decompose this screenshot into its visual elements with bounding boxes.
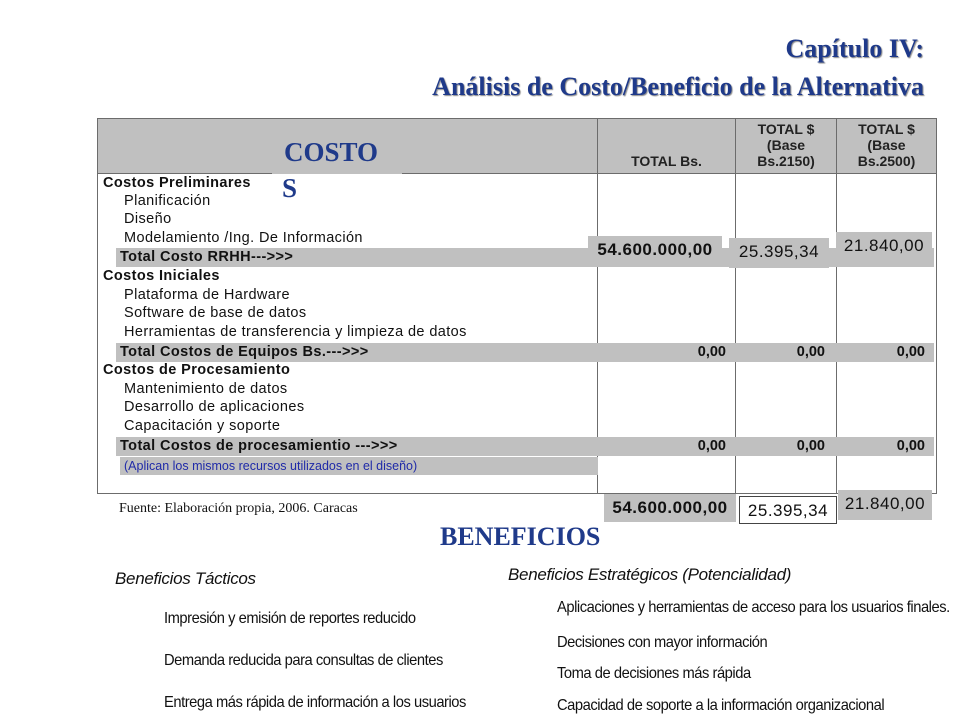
cost-table xyxy=(97,118,937,494)
list-item: Decisiones con mayor información xyxy=(557,634,768,651)
rrhh-total-usd-2500: 21.840,00 xyxy=(836,232,932,264)
rrhh-total-usd-2150: 25.395,34 xyxy=(729,238,829,268)
strategic-benefits-title: Beneficios Estratégicos (Potencialidad) xyxy=(508,565,792,584)
list-item: Software de base de datos xyxy=(124,305,307,321)
rrhh-total-bs: 54.600.000,00 xyxy=(588,236,722,266)
tactical-benefits-title: Beneficios Tácticos xyxy=(115,569,256,588)
total-label: Total Costos de Equipos Bs.--->>> xyxy=(120,344,369,360)
total-value: 0,00 xyxy=(896,438,925,454)
total-row-procesamiento xyxy=(116,437,934,456)
col-header-total-usd-2500: TOTAL $ (Base Bs.2500) xyxy=(857,121,916,169)
costs-label xyxy=(272,126,402,203)
list-item: Toma de decisiones más rápida xyxy=(557,665,751,682)
list-item: Planificación xyxy=(124,193,211,209)
section-title: Costos de Procesamiento xyxy=(103,362,291,378)
list-item: Plataforma de Hardware xyxy=(124,287,290,303)
list-item: Aplicaciones y herramientas de acceso para los usuarios finales. xyxy=(557,599,950,616)
total-value: 0,00 xyxy=(796,344,825,360)
costs-label-line1: COSTO xyxy=(284,137,379,167)
grand-total-usd-2150: 25.395,34 xyxy=(739,496,837,524)
costs-label-line2: S xyxy=(282,173,298,203)
total-label: Total Costos de procesamientio --->>> xyxy=(120,438,398,454)
list-item: Modelamiento /Ing. De Información xyxy=(124,230,363,246)
total-label: Total Costo RRHH--->>> xyxy=(120,249,294,265)
list-item: Entrega más rápida de información a los usuarios xyxy=(164,694,466,711)
list-item: Capacitación y soporte xyxy=(124,418,281,434)
list-item: Desarrollo de aplicaciones xyxy=(124,399,305,415)
chapter-title: Capítulo IV: xyxy=(785,34,924,63)
benefits-heading: BENEFICIOS xyxy=(440,522,601,551)
table-note: (Aplican los mismos recursos utilizados en el diseño) xyxy=(120,457,598,475)
grand-total-bs: 54.600.000,00 xyxy=(604,494,736,522)
col-header-total-bs: TOTAL Bs. xyxy=(631,153,702,169)
section-title: Costos Preliminares xyxy=(103,175,251,191)
total-value: 0,00 xyxy=(896,344,925,360)
list-item: Diseño xyxy=(124,211,172,227)
total-value: 0,00 xyxy=(697,438,726,454)
page-subtitle: Análisis de Costo/Beneficio de la Alternativa xyxy=(432,72,924,101)
list-item: Capacidad de soporte a la información organizacional xyxy=(557,697,885,714)
list-item: Demanda reducida para consultas de clientes xyxy=(164,652,443,669)
total-row-equipos xyxy=(116,343,934,362)
list-item: Herramientas de transferencia y limpieza de datos xyxy=(124,324,467,340)
total-value: 0,00 xyxy=(796,438,825,454)
grand-total-usd-2500: 21.840,00 xyxy=(838,490,932,520)
list-item: Impresión y emisión de reportes reducido xyxy=(164,610,416,627)
total-value: 0,00 xyxy=(697,344,726,360)
section-title: Costos Iniciales xyxy=(103,268,220,284)
list-item: Mantenimiento de datos xyxy=(124,381,288,397)
col-header-total-usd-2150: TOTAL $ (Base Bs.2150) xyxy=(757,121,815,169)
source-caption: Fuente: Elaboración propia, 2006. Caracas xyxy=(119,501,358,516)
